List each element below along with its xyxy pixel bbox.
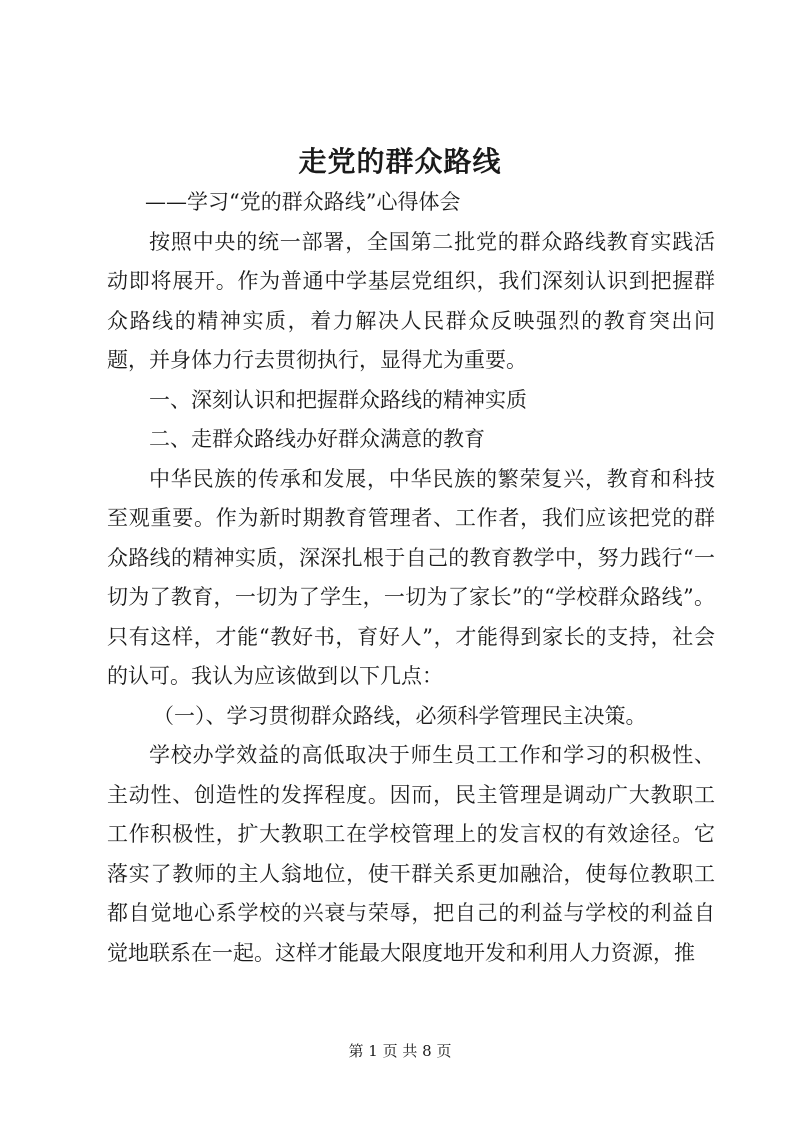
paragraph-intro: 按照中央的统一部署，全国第二批党的群众路线教育实践活动即将展开。作为普通中学基层党组织，我们深刻认识到把握群众路线的精神实质，着力解决人民群众反映强烈的教育突出问题，并身体力行去贯彻执行，显得尤为重要。 xyxy=(107,229,715,372)
document-title: 走党的群众路线 xyxy=(298,145,502,178)
document-subtitle: ——学习“党的群众路线”心得体会 xyxy=(145,190,461,214)
sub-heading-1: （一）、学习贯彻群众路线，必须科学管理民主决策。 xyxy=(153,703,647,728)
document-body xyxy=(107,183,715,973)
section-heading-1: 一、深刻认识和把握群众路线的精神实质 xyxy=(149,387,527,412)
paragraph-management: 学校办学效益的高低取决于师生员工工作和学习的积极性、主动性、创造性的发挥程度。因而，民主管理是调动广大教职工工作积极性，扩大教职工在学校管理上的发言权的有效途径。它落实了教师的主人翁地位，使干群关系更加融洽，使每位教职工都自觉地心系学校的兴衰与荣辱，把自己的利益与学校的利益自觉地联系在一起。这样才能最大限度地开发和利用人力资源，推 xyxy=(107,743,715,965)
section-heading-2: 二、走群众路线办好群众满意的教育 xyxy=(149,427,485,451)
page-footer: 第 1 页 共 8 页 xyxy=(348,1042,452,1060)
paragraph-education: 中华民族的传承和发展，中华民族的繁荣复兴，教育和科技至观重要。作为新时期教育管理者、工作者，我们应该把党的群众路线的精神实质，深深扎根于自己的教育教学中，努力践行“一切为了教育，一切为了学生，一切为了家长”的“学校群众路线”。只有这样，才能“教好书，育好人”，才能得到家长的支持，社会的认可。我认为应该做到以下几点： xyxy=(107,466,715,688)
